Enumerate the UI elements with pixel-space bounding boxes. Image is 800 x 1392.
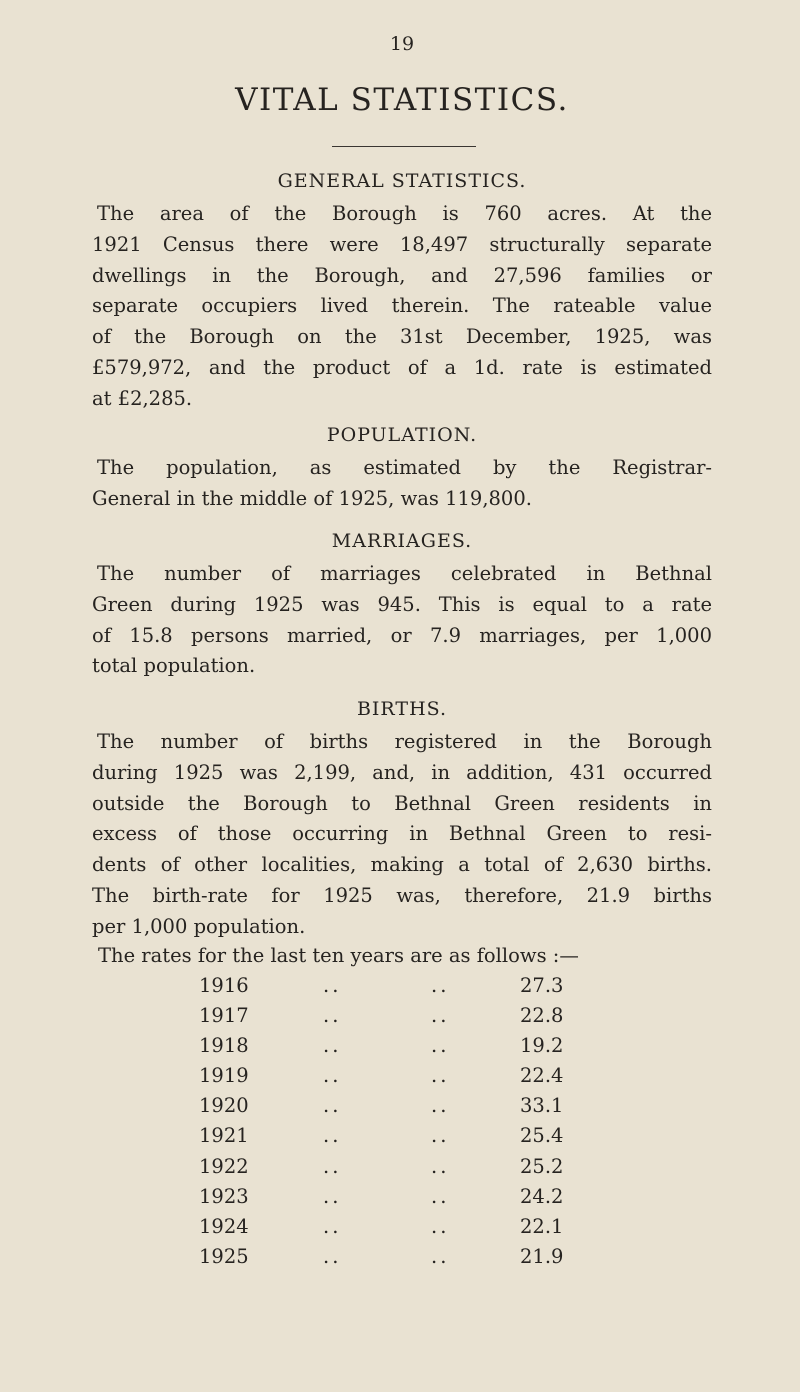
rate-value: 24.2 [520,1184,564,1208]
rate-year: 1917 [199,1004,249,1028]
paragraph-line: General in the middle of 1925, was 119,800. [92,486,532,510]
leader-dots: .. [431,1184,450,1208]
birth-rates-table [92,971,712,1272]
rate-year: 1916 [199,974,249,997]
marriages-heading: MARRIAGES. [331,530,473,552]
rate-value: 22.4 [520,1064,564,1088]
page-title: VITAL STATISTICS. [235,82,569,118]
paragraph-line: at £2,285. [92,386,193,410]
birth-rate-row [92,1152,712,1182]
marriages-paragraph [92,559,712,682]
paragraph-line: The number of births registered in the Borough [97,730,712,753]
leader-dots: .. [323,1094,342,1118]
birth-rate-row [92,1001,712,1031]
births-heading: BIRTHS. [356,698,448,720]
population-heading: POPULATION. [326,424,478,446]
birth-rate-row [92,1031,712,1061]
rate-value: 27.3 [520,974,564,997]
paragraph-line: The birth-rate for 1925 was, therefore, 21.9 births [92,883,712,907]
paragraph-line: Green during 1925 was 945. This is equal to a rate [92,592,712,616]
paragraph-line: of the Borough on the 31st December, 1925, was [92,325,712,349]
paragraph-line: excess of those occurring in Bethnal Green to resi- [92,822,712,846]
birth-rate-row [92,1061,712,1091]
rate-year: 1923 [199,1184,249,1208]
general-statistics-paragraph [92,199,712,415]
leader-dots: .. [431,1034,450,1058]
rate-value: 25.2 [520,1154,564,1178]
rate-value: 19.2 [520,1034,564,1058]
leader-dots: .. [431,974,450,997]
leader-dots: .. [323,1064,342,1088]
rate-year: 1924 [199,1214,249,1238]
general-statistics-heading: GENERAL STATISTICS. [277,170,527,192]
paragraph-line: separate occupiers lived therein. The rateable value [92,294,712,318]
paragraph-line: of 15.8 persons married, or 7.9 marriages, per 1,000 [92,623,712,647]
rate-value: 21.9 [520,1244,564,1268]
paragraph-line: £579,972, and the product of a 1d. rate is estimated [92,355,712,379]
leader-dots: .. [431,1154,450,1178]
rate-value: 33.1 [520,1094,564,1118]
leader-dots: .. [323,1214,342,1238]
rate-year: 1919 [199,1064,249,1088]
paragraph-line: The area of the Borough is 760 acres. At the [97,202,712,225]
birth-rate-row [92,1212,712,1242]
leader-dots: .. [323,1184,342,1208]
rate-year: 1918 [199,1034,249,1058]
leader-dots: .. [431,1004,450,1028]
paragraph-line: dents of other localities, making a total of 2,630 births. [92,853,712,877]
birth-rates-intro: The rates for the last ten years are as follows :— [98,944,579,967]
paragraph-line: The number of marriages celebrated in Bethnal [97,562,712,585]
birth-rate-row [92,1091,712,1121]
title-divider [332,146,476,147]
leader-dots: .. [431,1064,450,1088]
rate-value: 25.4 [520,1124,564,1148]
rate-year: 1921 [199,1124,249,1148]
birth-rate-row [92,971,712,1001]
leader-dots: .. [323,1124,342,1148]
rate-value: 22.8 [520,1004,564,1028]
paragraph-line: outside the Borough to Bethnal Green residents in [92,791,712,815]
paragraph-line: 1921 Census there were 18,497 structurally separate [92,232,712,256]
rate-value: 22.1 [520,1214,564,1238]
population-paragraph [92,453,712,515]
birth-rate-row [92,1121,712,1151]
birth-rate-row [92,1182,712,1212]
rate-year: 1920 [199,1094,249,1118]
leader-dots: .. [323,1034,342,1058]
paragraph-line: total population. [92,654,256,678]
rate-year: 1925 [199,1244,249,1268]
births-paragraph [92,727,712,943]
birth-rate-row [92,1242,712,1272]
leader-dots: .. [431,1214,450,1238]
paragraph-line: per 1,000 population. [92,914,306,938]
paragraph-line: dwellings in the Borough, and 27,596 families or [92,263,712,287]
leader-dots: .. [323,974,342,997]
leader-dots: .. [431,1244,450,1268]
leader-dots: .. [323,1154,342,1178]
leader-dots: .. [431,1124,450,1148]
leader-dots: .. [323,1244,342,1268]
paragraph-line: The population, as estimated by the Registrar- [97,456,712,479]
leader-dots: .. [323,1004,342,1028]
rate-year: 1922 [199,1154,249,1178]
paragraph-line: during 1925 was 2,199, and, in addition, 431 occurred [92,760,712,784]
leader-dots: .. [431,1094,450,1118]
page-number: 19 [389,33,415,55]
